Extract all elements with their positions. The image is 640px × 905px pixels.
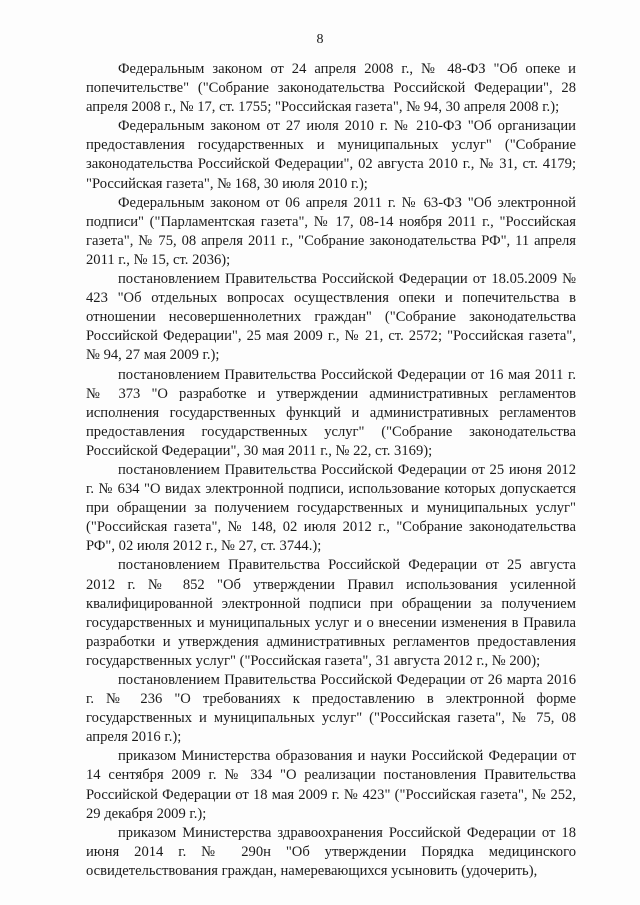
paragraph-resolution-852: постановлением Правительства Российской Федерации от 25 августа 2012 г. № 852 "Об утверждении Правил использования усиленной квалифицированной электронной подписи при обращении за получением государственных и муниципальных услуг и о внесении изменения в Правила разработки и утверждения административных регламентов предоставления государственных услуг" ("Российская газета", 31 августа 2012 г., № 200); xyxy=(86,557,576,669)
paragraph-resolution-236: постановлением Правительства Российской Федерации от 26 марта 2016 г. № 236 "О требованиях к предоставлению в электронной форме государственных и муниципальных услуг" ("Российская газета", № 75, 08 апреля 2016 г.); xyxy=(86,672,576,746)
paragraph-resolution-373: постановлением Правительства Российской Федерации от 16 мая 2011 г. № 373 "О разработке и утверждении административных регламентов исполнения государственных функций и административных регламентов предоставления государственных услуг" ("Собрание законодательства Российской Федерации", 30 мая 2011 г., № 22, ст. 3169); xyxy=(86,366,576,459)
paragraph-law-210fz: Федеральным законом от 27 июля 2010 г. № 210-ФЗ "Об организации предоставления государственных и муниципальных услуг" ("Собрание законодательства Российской Федерации", 02 августа 2010 г., № 31, ст. 4179; "Российская газета", № 168, 30 июля 2010 г.); xyxy=(86,118,576,192)
paragraph-order-334: приказом Министерства образования и науки Российской Федерации от 14 сентября 2009 г. № 334 "О реализации постановления Правительства Российской Федерации от 18 мая 2009 г. № 423" ("Российская газета", № 252, 29 декабря 2009 г.); xyxy=(86,748,576,822)
document-body xyxy=(86,60,576,881)
paragraph-law-48fz: Федеральным законом от 24 апреля 2008 г., № 48-ФЗ "Об опеке и попечительстве" ("Собрание законодательства Российской Федерации", 28 апреля 2008 г., № 17, ст. 1755; "Российская газета", № 94, 30 апреля 2008 г.); xyxy=(86,61,576,116)
paragraph-resolution-423: постановлением Правительства Российской Федерации от 18.05.2009 № 423 "Об отдельных вопросах осуществления опеки и попечительства в отношении несовершеннолетних граждан" ("Собрание законодательства Российской Федерации", 25 мая 2009 г., № 21, ст. 2572; "Российская газета", № 94, 27 мая 2009 г.); xyxy=(86,271,576,364)
paragraph-law-63fz: Федеральным законом от 06 апреля 2011 г. № 63-ФЗ "Об электронной подписи" ("Парламентская газета", № 17, 08-14 ноября 2011 г., "Российская газета", № 75, 08 апреля 2011 г., "Собрание законодательства РФ", 11 апреля 2011 г., № 15, ст. 2036); xyxy=(86,194,576,268)
paragraph-resolution-634: постановлением Правительства Российской Федерации от 25 июня 2012 г. № 634 "О видах электронной подписи, использование которых допускается при обращении за получением государственных и муниципальных услуг" ("Российская газета", № 148, 02 июля 2012 г., "Собрание законодательства РФ", 02 июля 2012 г., № 27, ст. 3744.); xyxy=(86,461,576,555)
page-number: 8 xyxy=(316,32,324,47)
paragraph-order-290n: приказом Министерства здравоохранения Российской Федерации от 18 июня 2014 г. № 290н "Об утверждении Порядка медицинского освидетельствования граждан, намеревающихся усыновить (удочерить), xyxy=(86,824,576,879)
